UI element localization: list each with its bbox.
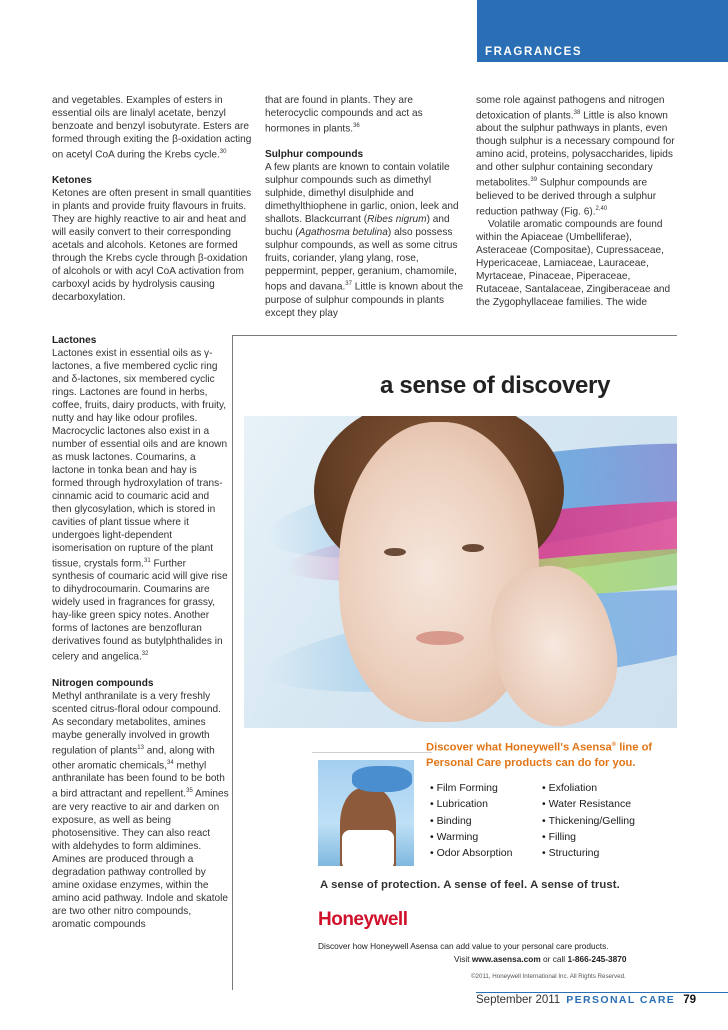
feature-item: • Thickening/Gelling: [542, 813, 635, 829]
ketones-paragraph: Ketones are often present in small quantities in plants and provide fruity flavours in fruits. They are highly reactive to air and heat and will easily convert to their corresponding acetals and alcohols. Ketones are formed through the Krebs cycle through β-oxidation of alcohols or with acyl CoA activation from carboxyl acids by hydrolysis causing decarboxylation.: [52, 188, 252, 304]
ketones-heading: Ketones: [52, 175, 92, 187]
lactones-heading: Lactones: [52, 335, 97, 346]
ad-contact-text: Visit www.asensa.com or call 1-866-245-3870: [454, 954, 627, 964]
ad-tagline: A sense of protection. A sense of feel. A sense of trust.: [320, 879, 620, 891]
ad-border-left: [232, 335, 233, 990]
ad-copyright: ©2011, Honeywell International Inc. All Rights Reserved.: [471, 973, 626, 980]
feature-item: • Filling: [542, 829, 635, 845]
ad-url-link[interactable]: www.asensa.com: [471, 954, 541, 964]
sulphur-heading: Sulphur compounds: [265, 149, 364, 161]
ad-feature-list-right: [542, 780, 635, 861]
ad-divider: [312, 752, 432, 753]
feature-item: • Water Resistance: [542, 796, 635, 812]
lactones-paragraph: Lactones exist in essential oils as γ-lactones, a five membered cyclic ring and δ-lactones, six membered cyclic rings. Lactones are found in herbs, coffee, fruits, dairy products, with fruity, nutty and hay like odour profiles. Macrocyclic lactones also exist in a number of essential oils and are known as musk lactones. Coumarins, a lactone in tonka bean and hay is formed through hydroxylation of trans-cinnamic acid to coumaric acid and then glycosylation, which is stored in cavities of plant tissue where it undergoes light-dependent isomerisation on rupture of the plant tissue, crystals form.$^{31}$ Further synthesis of coumaric acid will give rise to dihydrocoumarin. Coumarins are widely used in fragrances for grassy, hay-like green spicy notes. Another forms of lactones are benzofluran derivatives found as butylphthalides in celery and angelica.$^{32}$: [52, 348, 228, 663]
aromatic-families-paragraph: Volatile aromatic compounds are found within the Apiaceae (Umbelliferae), Asteraceae (Compositae), Cupressaceae, Hypericaceae, Lamiaceae, Lauraceae, Myrtaceae, Pinaceae, Piperaceae, Rutaceae, Santalaceae, Zingiberaceae and the Zygophyllaceae families. The wide: [476, 219, 671, 309]
article-column-2: [265, 94, 465, 320]
issue-date: September 2011: [476, 994, 561, 1006]
section-title: FRAGRANCES: [485, 46, 583, 58]
feature-item: • Exfoliation: [542, 780, 635, 796]
feature-item: • Warming: [430, 829, 512, 845]
ad-border-top: [232, 335, 677, 336]
column2-intro: that are found in plants. They are heterocyclic compounds and act as hormones in plants.$^{36}$: [265, 95, 423, 135]
ad-feature-list-left: [430, 780, 512, 861]
sulphur-paragraph: A few plants are known to contain volatile sulphur compounds such as dimethyl sulphide, dimethyl disulphide and dimethylthiophene in garlic, onion, leek and shallots. Blackcurrant (Ribes nigrum) and buchu (Agathosma betulina) also possess sulphur compounds, as well as some citrus fruits, coriander, ylang ylang, rose, peppermint, pepper, geranium, chamomile, hops and davana.$^{37}$ Little is known about the purpose of sulphur compounds in plants except they play: [265, 162, 464, 319]
article-column-4: [52, 334, 230, 931]
ad-headline: a sense of discovery: [380, 372, 611, 399]
ad-discover-text: Discover what Honeywell's Asensa® line of Personal Care products can do for you.: [426, 741, 653, 769]
ad-secondary-photo: [318, 760, 414, 866]
ad-phone: 1-866-245-3870: [567, 954, 627, 964]
honeywell-logo: Honeywell: [318, 909, 408, 930]
sulphur-pathway-paragraph: some role against pathogens and nitrogen detoxication of plants.$^{38}$ Little is also known about the sulphur pathways in plants, even though sulphur is a necessary compound for amino acid, proteins, polysaccharides, lipids and other sulphur containing secondary metabolites.$^{39}$ Sulphur compounds are believed to be derived through a sulphur reduction pathway (Fig. 6).$^{2,40}$: [476, 95, 675, 218]
feature-item: • Binding: [430, 813, 512, 829]
nitrogen-paragraph: Methyl anthranilate is a very freshly scented citrus-floral odour compound. As secondary metabolites, amines maybe generally involved in growth regulation of plants$^{13}$ and, along with other aromatic chemicals,$^{34}$ methyl anthranilate has been found to be both a bird attractant and repellent.$^{35}$ Amines are very reactive to air and darken on exposure, as well as being photosensitive. They can also react with aldehydes to form aldimines. Amines are produced through a degradation pathway controlled by amine oxidase enzymes, within the amino acid pathway. Indole and skatole are two other nitro compounds, aromatic compounds: [52, 690, 229, 930]
page-number: 79: [683, 994, 697, 1006]
esters-paragraph: and vegetables. Examples of esters in essential oils are linalyl acetate, benzyl benzoate and benzyl isobutyrate. Esters are formed through exiting the β-oxidation acting on acetyl CoA during the Krebs cycle.$^{30}$: [52, 95, 252, 161]
feature-item: • Film Forming: [430, 780, 512, 796]
article-column-3: [476, 94, 676, 309]
section-header-tab: [477, 0, 728, 62]
magazine-name: PERSONAL CARE: [566, 994, 676, 1006]
ad-hero-photo: [244, 416, 677, 728]
nitrogen-heading: Nitrogen compounds: [52, 677, 154, 689]
feature-item: • Structuring: [542, 845, 635, 861]
feature-item: • Lubrication: [430, 796, 512, 812]
ad-body-text: Discover how Honeywell Asensa can add value to your personal care products.: [318, 941, 609, 951]
footer-rule: [476, 992, 728, 993]
feature-item: • Odor Absorption: [430, 845, 512, 861]
page-footer: [476, 994, 696, 1006]
article-column-1: [52, 94, 252, 304]
